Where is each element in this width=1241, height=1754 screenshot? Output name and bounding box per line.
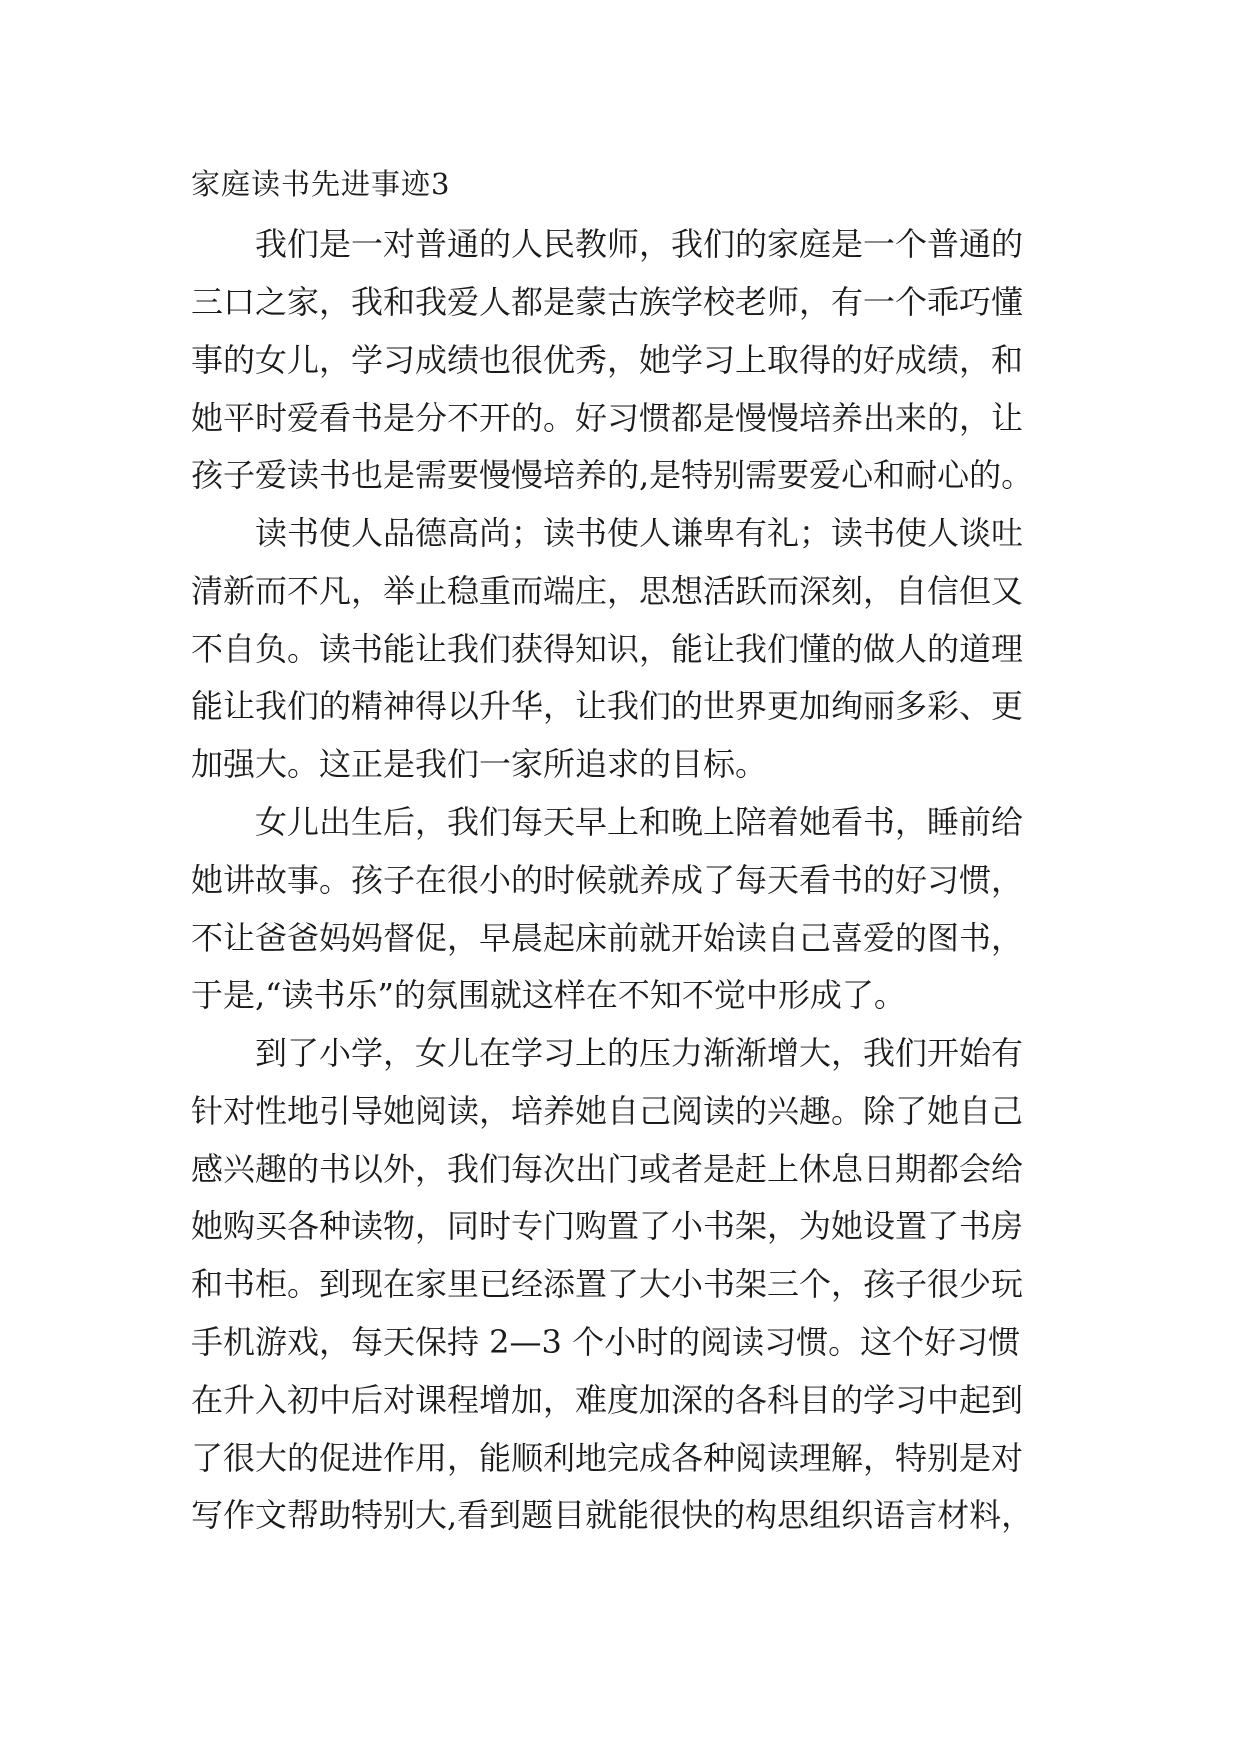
paragraph-1-line-3: 事的女儿，学习成绩也很优秀，她学习上取得的好成绩，和: [191, 341, 1024, 379]
paragraph-4-line-2: 针对性地引导她阅读，培养她自己阅读的兴趣。除了她自己: [191, 1092, 1024, 1130]
paragraph-2-line-2: 清新而不凡，举止稳重而端庄，思想活跃而深刻，自信但又: [191, 572, 1024, 610]
document-title: 家庭读书先进事迹3: [191, 167, 451, 201]
paragraph-1-line-1: 我们是一对普通的人民教师，我们的家庭是一个普通的: [255, 225, 1024, 263]
paragraph-2-line-1: 读书使人品德高尚；读书使人谦卑有礼；读书使人谈吐: [255, 514, 1024, 552]
paragraph-3-line-3: 不让爸爸妈妈督促，早晨起床前就开始读自己喜爱的图书，: [191, 919, 1024, 957]
paragraph-4-line-1: 到了小学，女儿在学习上的压力渐渐增大，我们开始有: [255, 1034, 1024, 1072]
paragraph-4-line-9: 写作文帮助特别大,看到题目就能很快的构思组织语言材料，: [191, 1496, 1034, 1534]
paragraph-2-line-3: 不自负。读书能让我们获得知识，能让我们懂的做人的道理: [191, 630, 1024, 668]
paragraph-3-line-1: 女儿出生后，我们每天早上和晚上陪着她看书，睡前给: [255, 803, 1024, 841]
paragraph-4-line-3: 感兴趣的书以外，我们每次出门或者是赶上休息日期都会给: [191, 1150, 1024, 1188]
paragraph-1-line-4: 她平时爱看书是分不开的。好习惯都是慢慢培养出来的，让: [191, 399, 1024, 437]
paragraph-4-line-6: 手机游戏，每天保持 2—3 个小时的阅读习惯。这个好习惯: [191, 1323, 1021, 1361]
paragraph-2-line-4: 能让我们的精神得以升华，让我们的世界更加绚丽多彩、更: [191, 687, 1024, 725]
paragraph-4-line-4: 她购买各种读物，同时专门购置了小书架，为她设置了书房: [191, 1207, 1024, 1245]
paragraph-4-line-7: 在升入初中后对课程增加，难度加深的各科目的学习中起到: [191, 1381, 1024, 1419]
paragraph-1-line-5: 孩子爱读书也是需要慢慢培养的,是特别需要爱心和耐心的。: [191, 456, 1034, 494]
paragraph-3-line-2: 她讲故事。孩子在很小的时候就养成了每天看书的好习惯，: [191, 861, 1024, 899]
paragraph-1-line-2: 三口之家，我和我爱人都是蒙古族学校老师，有一个乖巧懂: [191, 283, 1024, 321]
paragraph-3-line-4: 于是,“读书乐”的氛围就这样在不知不觉中形成了。: [191, 976, 906, 1014]
paragraph-4-line-5: 和书柜。到现在家里已经添置了大小书架三个，孩子很少玩: [191, 1265, 1024, 1303]
paragraph-2-line-5: 加强大。这正是我们一家所追求的目标。: [191, 745, 768, 783]
paragraph-4-line-8: 了很大的促进作用，能顺利地完成各种阅读理解，特别是对: [191, 1439, 1024, 1477]
